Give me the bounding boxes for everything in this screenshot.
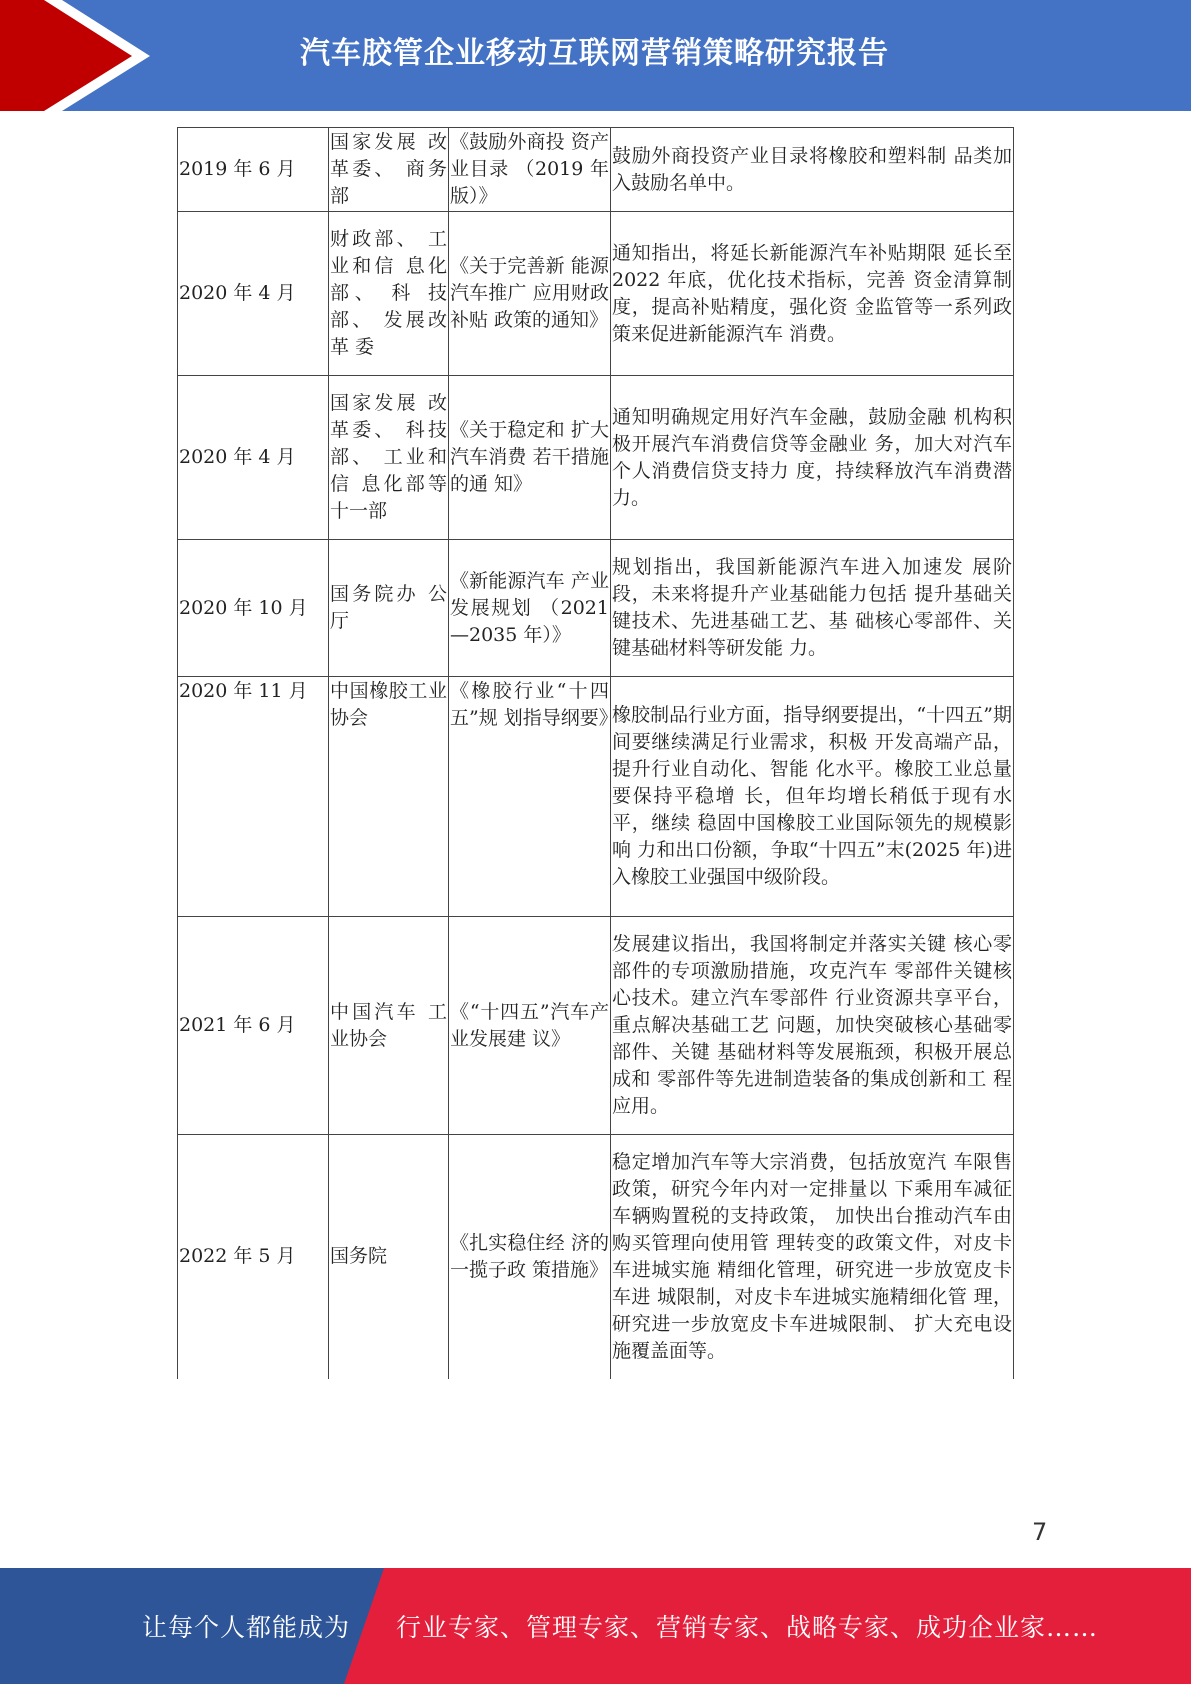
- footer-slogan-left: 让每个人都能成为: [142, 1613, 351, 1642]
- content-cell: 鼓励外商投资产业目录将橡胶和塑料制 品类加入鼓励名单中。: [611, 128, 1014, 212]
- footer-slogan-right: 行业专家、管理专家、营销专家、战略专家、成功企业家……: [396, 1613, 1099, 1642]
- document-cell: 《“十四五”汽车产业发展建 议》: [449, 917, 611, 1135]
- page-footer: [0, 1568, 1191, 1684]
- issuer-cell: 中国橡胶工业协会: [329, 677, 449, 917]
- content-cell: 规划指出，我国新能源汽车进入加速发 展阶段，未来将提升产业基础能力包括 提升基础关键技术、先进基础工艺、基 础核心零部件、关键基础材料等研发能 力。: [611, 540, 1014, 677]
- document-cell: 《新能源汽车 产业发展规划 （2021—2035 年）》: [449, 540, 611, 677]
- date-cell: 2020 年 10 月: [178, 540, 329, 677]
- date-cell: 2020 年 11 月: [178, 677, 329, 917]
- date-cell: 2020 年 4 月: [178, 212, 329, 376]
- content-cell: 通知指出，将延长新能源汽车补贴期限 延长至 2022 年底，优化技术指标，完善 资金清算制度，提高补贴精度，强化资 金监管等一系列政策来促进新能源汽车 消费。: [611, 212, 1014, 376]
- date-cell: 2022 年 5 月: [178, 1135, 329, 1379]
- issuer-cell: 国务院: [329, 1135, 449, 1379]
- table-row: [178, 540, 1014, 677]
- issuer-cell: 国家发展 改革委、 科技部、 工业和信 息化部等十一部: [329, 376, 449, 540]
- issuer-cell: 国务院办 公厅: [329, 540, 449, 677]
- table-row: [178, 212, 1014, 376]
- header-arrow: [0, 0, 132, 111]
- document-cell: 《鼓励外商投 资产业目录 （2019 年版）》: [449, 128, 611, 212]
- table-row: [178, 376, 1014, 540]
- table-row: [178, 917, 1014, 1135]
- document-cell: 《扎实稳住经 济的一揽子政 策措施》: [449, 1135, 611, 1379]
- content-cell: 发展建议指出，我国将制定并落实关键 核心零部件的专项激励措施，攻克汽车 零部件关键核心技术。建立汽车零部件 行业资源共享平台，重点解决基础工艺 问题，加快突破核心基础零部件、关键 基础材料等发展瓶颈，积极开展总成和 零部件等先进制造装备的集成创新和工 程应用。: [611, 917, 1014, 1135]
- policy-table: [177, 127, 1014, 1379]
- date-cell: 2021 年 6 月: [178, 917, 329, 1135]
- document-cell: 《橡胶行业“十四五”规 划指导纲要》: [449, 677, 611, 917]
- date-cell: 2020 年 4 月: [178, 376, 329, 540]
- table-row: [178, 128, 1014, 212]
- document-cell: 《关于完善新 能源汽车推广 应用财政补贴 政策的通知》: [449, 212, 611, 376]
- table-row: [178, 1135, 1014, 1379]
- issuer-cell: 国家发展 改革委、 商务部: [329, 128, 449, 212]
- page-number: 7: [1032, 1518, 1048, 1546]
- content-cell: 橡胶制品行业方面，指导纲要提出，“十四五”期间要继续满足行业需求，积极 开发高端产品，提升行业自动化、智能 化水平。橡胶工业总量要保持平稳增 长，但年均增长稍低于现有水平，继续 稳固中国橡胶工业国际领先的规模影响 力和出口份额，争取“十四五”末(2025 年)进入橡胶工业强国中级阶段。: [611, 677, 1014, 917]
- page-header: [0, 0, 1191, 111]
- date-cell: 2019 年 6 月: [178, 128, 329, 212]
- issuer-cell: 财政部、 工业和信 息化部、 科 技部、 发展改革 委: [329, 212, 449, 376]
- table-row: [178, 677, 1014, 917]
- document-cell: 《关于稳定和 扩大汽车消费 若干措施的通 知》: [449, 376, 611, 540]
- content-cell: 稳定增加汽车等大宗消费，包括放宽汽 车限售政策，研究今年内对一定排量以 下乘用车减征车辆购置税的支持政策， 加快出台推动汽车由购买管理向使用管 理转变的政策文件，对皮卡车进城实施 精细化管理，研究进一步放宽皮卡车进 城限制，对皮卡车进城实施精细化管 理，研究进一步放宽皮卡车进城限制、 扩大充电设施覆盖面等。: [611, 1135, 1014, 1379]
- issuer-cell: 中国汽车 工业协会: [329, 917, 449, 1135]
- content-cell: 通知明确规定用好汽车金融，鼓励金融 机构积极开展汽车消费信贷等金融业 务，加大对汽车个人消费信贷支持力 度，持续释放汽车消费潜力。: [611, 376, 1014, 540]
- report-title: 汽车胶管企业移动互联网营销策略研究报告: [300, 36, 889, 71]
